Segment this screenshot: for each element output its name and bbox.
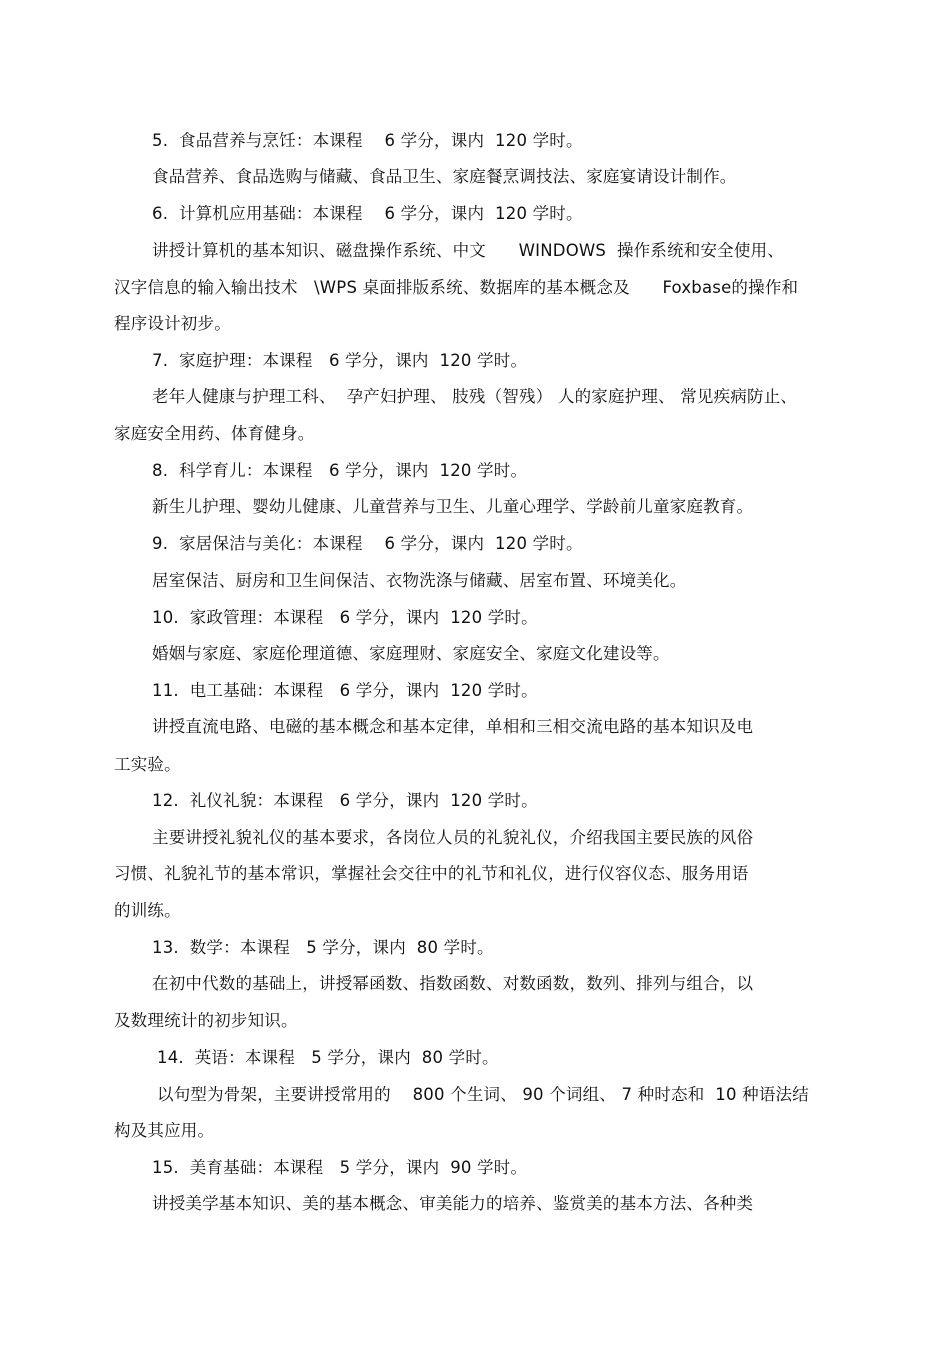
- course-15-description-line-1: 讲授美学基本知识、美的基本概念、审美能力的培养、鉴赏美的基本方法、各种类: [152, 1194, 754, 1213]
- course-7-description-line-2: 家庭安全用药、体育健身。: [114, 424, 315, 443]
- course-6-heading: 6. 计算机应用基础：本课程 6 学分，课内 120 学时。: [152, 204, 583, 223]
- course-9-heading: 9. 家居保洁与美化：本课程 6 学分，课内 120 学时。: [152, 534, 583, 553]
- course-8-heading: 8. 科学育儿：本课程 6 学分，课内 120 学时。: [152, 461, 528, 480]
- course-11-heading: 11. 电工基础：本课程 6 学分，课内 120 学时。: [152, 681, 538, 700]
- course-12-description-line-1: 主要讲授礼貌礼仪的基本要求，各岗位人员的礼貌礼仪，介绍我国主要民族的风俗: [152, 828, 754, 847]
- course-10-description: 婚姻与家庭、家庭伦理道德、家庭理财、家庭安全、家庭文化建设等。: [152, 644, 670, 663]
- course-11-description-line-2: 工实验。: [114, 755, 181, 774]
- course-6-description-line-1: 讲授计算机的基本知识、磁盘操作系统、中文 WINDOWS 操作系统和安全使用、: [152, 241, 784, 260]
- course-6-description-line-3: 程序设计初步。: [114, 314, 231, 333]
- course-11-description-line-1: 讲授直流电路、电磁的基本概念和基本定律，单相和三相交流电路的基本知识及电: [152, 717, 754, 736]
- course-13-description-line-1: 在初中代数的基础上，讲授幂函数、指数函数、对数函数，数列、排列与组合，以: [152, 974, 754, 993]
- course-12-description-line-2: 习惯、礼貌礼节的基本常识，掌握社会交往中的礼节和礼仪，进行仪容仪态、服务用语: [114, 864, 749, 883]
- course-13-heading: 13. 数学：本课程 5 学分，课内 80 学时。: [152, 938, 494, 957]
- course-14-description-line-2: 构及其应用。: [114, 1121, 215, 1140]
- course-12-heading: 12. 礼仪礼貌：本课程 6 学分，课内 120 学时。: [152, 791, 538, 810]
- course-12-description-line-3: 的训练。: [114, 901, 181, 920]
- course-7-heading: 7. 家庭护理：本课程 6 学分，课内 120 学时。: [152, 351, 528, 370]
- course-14-description-line-1: 以句型为骨架，主要讲授常用的 800 个生词、 90 个词组、 7 种时态和 10 种语法结: [157, 1085, 809, 1104]
- course-8-description: 新生儿护理、婴幼儿健康、儿童营养与卫生、儿童心理学、学龄前儿童家庭教育。: [152, 497, 754, 516]
- course-10-heading: 10. 家政管理：本课程 6 学分，课内 120 学时。: [152, 608, 538, 627]
- course-5-heading: 5. 食品营养与烹饪：本课程 6 学分，课内 120 学时。: [152, 131, 583, 150]
- course-9-description: 居室保洁、厨房和卫生间保洁、衣物洗涤与储藏、居室布置、环境美化。: [152, 571, 687, 590]
- course-13-description-line-2: 及数理统计的初步知识。: [114, 1011, 298, 1030]
- course-7-description-line-1: 老年人健康与护理工科、 孕产妇护理、 肢残（智残） 人的家庭护理、 常见疾病防止、: [152, 387, 798, 406]
- course-14-heading: 14. 英语：本课程 5 学分，课内 80 学时。: [157, 1048, 499, 1067]
- course-15-heading: 15. 美育基础：本课程 5 学分，课内 90 学时。: [152, 1158, 528, 1177]
- course-6-description-line-2: 汉字信息的输入输出技术 \WPS 桌面排版系统、数据库的基本概念及 Foxbase的操作和: [114, 278, 799, 297]
- course-5-description: 食品营养、食品选购与储藏、食品卫生、家庭餐烹调技法、家庭宴请设计制作。: [152, 167, 737, 186]
